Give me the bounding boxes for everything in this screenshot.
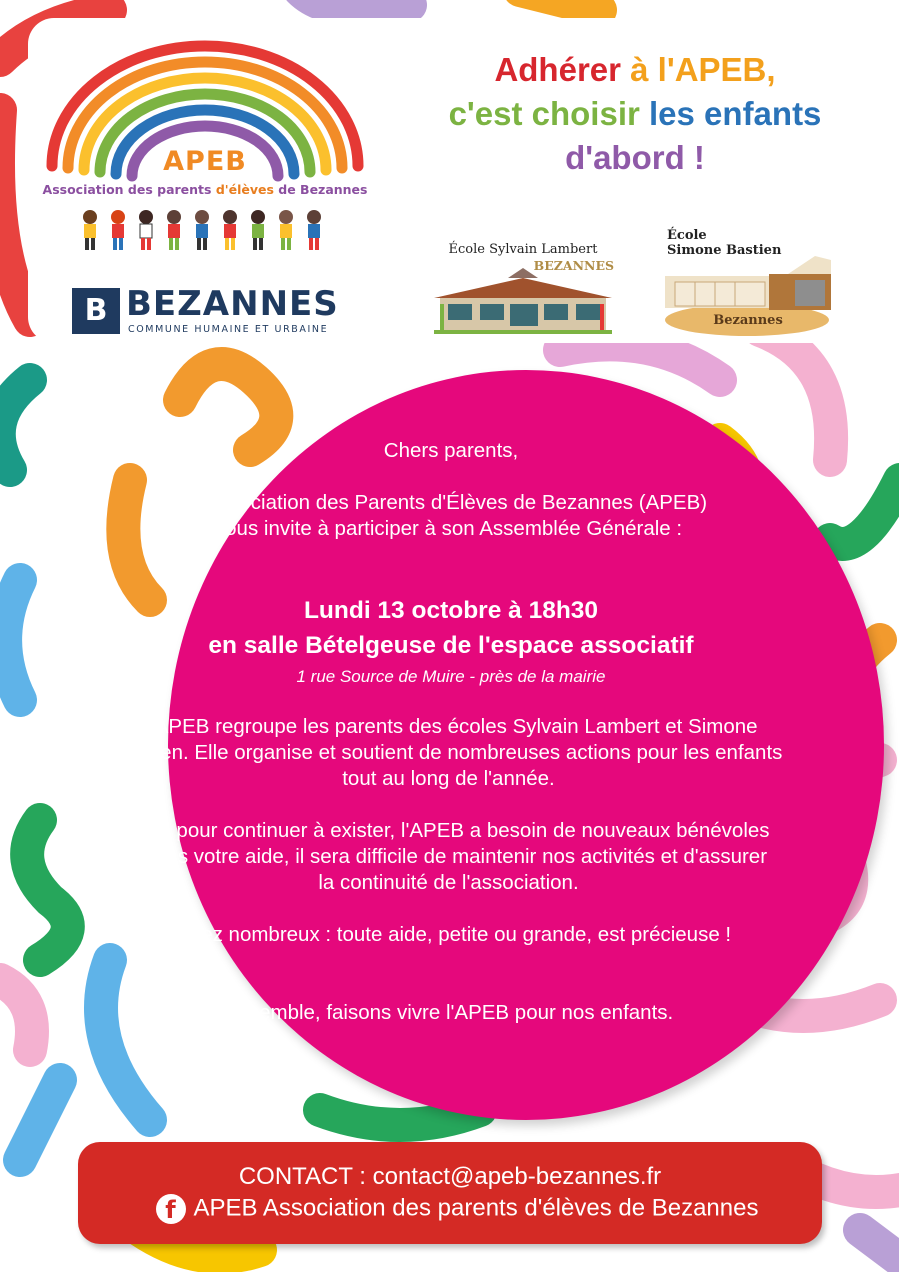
event-date: Lundi 13 octobre à 18h30	[303, 597, 599, 624]
headline-word-enfants: les enfants	[639, 95, 822, 132]
closing-line: Ensemble, faisons vivre l'APEB pour nos enfants.	[223, 1001, 674, 1024]
children-illustration	[70, 208, 340, 254]
school-building-icon	[430, 264, 616, 336]
headline-word-adherer: Adhérer	[494, 51, 621, 88]
headline-line-3: d'abord !	[565, 139, 705, 176]
apeb-logo	[40, 36, 370, 266]
apeb-subtitle-part2: d'élèves	[215, 182, 274, 197]
facebook-link[interactable]	[92, 1194, 822, 1224]
event-place: en salle Bételgeuse de l'espace associatif	[208, 632, 694, 659]
headline-line-2	[420, 92, 850, 136]
bezannes-logo	[72, 284, 339, 338]
about-paragraph: L'APEB regroupe les parents des écoles Sylvain Lambert et Simone Bastien. Elle organise et soutient de nombreuses actions pour les enfants tout au long de l'année.	[114, 715, 783, 790]
greeting: Chers parents,	[383, 439, 519, 462]
school1-title: École Sylvain Lambert	[448, 242, 598, 257]
apeb-logo-subtitle	[40, 182, 370, 197]
school-simone-bastien-logo	[665, 228, 835, 338]
rainbow-icon	[40, 36, 370, 206]
intro-paragraph: L'Association des Parents d'Élèves de Bezannes (APEB) vous invite à participer à son Assemblée Générale :	[189, 491, 708, 540]
call-to-action: Venez nombreux : toute aide, petite ou grande, est précieuse !	[165, 923, 732, 946]
headline-word-apeb: à l'APEB,	[620, 51, 776, 88]
headline	[420, 48, 850, 180]
event-address: 1 rue Source de Muire - près de la mairie	[296, 667, 606, 686]
facebook-page-name: APEB Association des parents d'élèves de Bezannes	[193, 1194, 759, 1222]
school-sylvain-lambert-logo	[430, 242, 616, 336]
headline-word-choisir: c'est choisir	[448, 95, 640, 132]
bezannes-tagline: COMMUNE HUMAINE ET URBAINE	[128, 324, 329, 335]
school1-city: BEZANNES	[533, 258, 614, 273]
facebook-icon: f	[156, 1194, 186, 1224]
school2-title	[667, 228, 781, 258]
volunteers-paragraph: Mais pour continuer à exister, l'APEB a besoin de nouveaux bénévoles ! Sans votre aide, il sera difficile de maintenir nos activités et d'assurer la continuité de l'association.	[127, 819, 770, 894]
apeb-logo-text: APEB	[163, 146, 247, 177]
school2-title-line1: École	[667, 228, 707, 243]
invitation-circle	[114, 370, 783, 1118]
contact-email[interactable]: CONTACT : contact@apeb-bezannes.fr	[238, 1163, 662, 1190]
bezannes-mark-icon: B	[72, 288, 120, 334]
bezannes-name: BEZANNES	[126, 284, 339, 324]
headline-line-1	[420, 48, 850, 92]
apeb-subtitle-part3: de Bezannes	[273, 182, 368, 197]
contact-bar	[78, 1142, 822, 1244]
apeb-subtitle-part1: Association des parents	[42, 182, 216, 197]
school2-city: Bezannes	[713, 313, 783, 328]
school2-title-line2: Simone Bastien	[667, 243, 782, 258]
